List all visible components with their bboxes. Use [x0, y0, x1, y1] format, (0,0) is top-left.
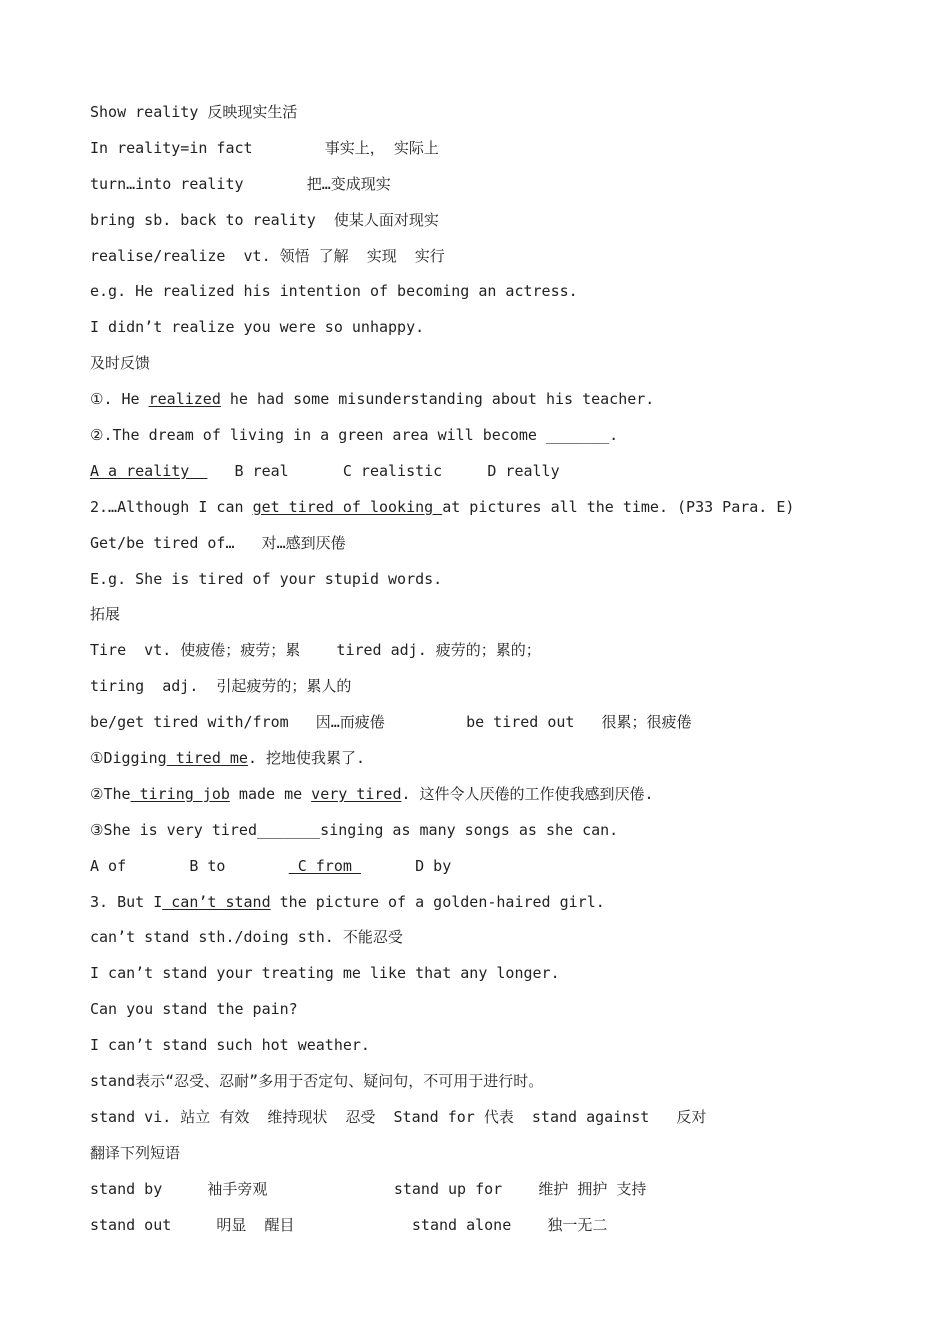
text-segment: ①. He: [90, 390, 149, 409]
answer-options: [90, 458, 890, 494]
example-sentence: Can you stand the pain?: [90, 1000, 298, 1019]
exercise-item: ②.The dream of living in a green area will become _______.: [90, 426, 619, 445]
text-line: can’t stand sth./doing sth. 不能忍受: [90, 928, 403, 947]
text-line: bring sb. back to reality 使某人面对现实: [90, 210, 439, 229]
example-sentence: I can’t stand such hot weather.: [90, 1036, 370, 1055]
example-sentence: I can’t stand your treating me like that any longer.: [90, 964, 560, 983]
exercise-item: [90, 781, 890, 817]
underlined-phrase: tired me: [166, 749, 248, 768]
text-segment: at pictures all the time. (P33 Para. E): [442, 497, 795, 516]
text-line: [90, 889, 890, 925]
text-segment: . 挖地使我累了.: [247, 749, 366, 768]
example-sentence: I didn’t realize you were so unhappy.: [90, 318, 425, 337]
text-line: tiring adj. 引起疲劳的；累人的: [90, 677, 352, 696]
text-line: turn…into reality 把…变成现实: [90, 174, 391, 193]
underlined-answer: A a reality: [90, 461, 208, 480]
answer-options: [90, 853, 890, 889]
text-segment: D by: [360, 856, 452, 875]
text-line: Get/be tired of… 对…感到厌倦: [90, 533, 346, 552]
text-segment: made me: [229, 784, 312, 803]
underlined-answer: C from: [288, 856, 361, 875]
section-heading: 翻译下列短语: [90, 1143, 181, 1162]
underlined-answer: realized: [148, 390, 221, 409]
text-line: Show reality 反映现实生活: [90, 103, 298, 121]
text-segment: ①Digging: [90, 749, 167, 768]
text-segment: ②The: [90, 784, 131, 803]
text-segment: A of B to: [90, 856, 289, 875]
text-segment: the picture of a golden-haired girl.: [270, 892, 605, 911]
text-segment: 2.…Although I can: [90, 497, 253, 516]
text-segment: B real C realistic D really: [207, 461, 560, 480]
underlined-phrase: get tired of looking: [252, 497, 443, 516]
exercise-item: ③She is very tired_______singing as many songs as she can.: [90, 820, 619, 839]
text-line: realise/realize vt. 领悟 了解 实现 实行: [90, 246, 445, 265]
document-page: [90, 99, 890, 1248]
text-line: In reality=in fact 事实上， 实际上: [90, 138, 439, 157]
section-heading: 拓展: [90, 605, 121, 624]
example-sentence: E.g. She is tired of your stupid words.: [90, 569, 443, 588]
exercise-item: [90, 386, 890, 422]
underlined-phrase: can’t stand: [162, 892, 271, 911]
text-line: stand vi. 站立 有效 维持现状 忍受 Stand for 代表 stand against 反对: [90, 1107, 707, 1126]
text-line: stand表示“忍受、忍耐”多用于否定句、疑问句，不可用于进行时。: [90, 1072, 544, 1091]
text-line: stand by 袖手旁观 stand up for 维护 拥护 支持: [90, 1179, 647, 1198]
text-line: be/get tired with/from 因…而疲倦 be tired out 很累；很疲倦: [90, 713, 692, 732]
text-line: stand out 明显 醒目 stand alone 独一无二: [90, 1215, 608, 1234]
text-line: Tire vt. 使疲倦；疲劳；累 tired adj. 疲劳的；累的；: [90, 641, 541, 660]
section-heading: 及时反馈: [90, 354, 151, 373]
underlined-phrase: very tired: [311, 784, 402, 803]
example-sentence: e.g. He realized his intention of becoming an actress.: [90, 282, 578, 301]
text-segment: . 这件令人厌倦的工作使我感到厌倦.: [401, 784, 654, 803]
text-segment: 3. But I: [90, 892, 163, 911]
text-segment: he had some misunderstanding about his teacher.: [220, 390, 655, 409]
underlined-phrase: tiring job: [130, 784, 230, 803]
exercise-item: [90, 745, 890, 781]
text-line: [90, 494, 890, 530]
